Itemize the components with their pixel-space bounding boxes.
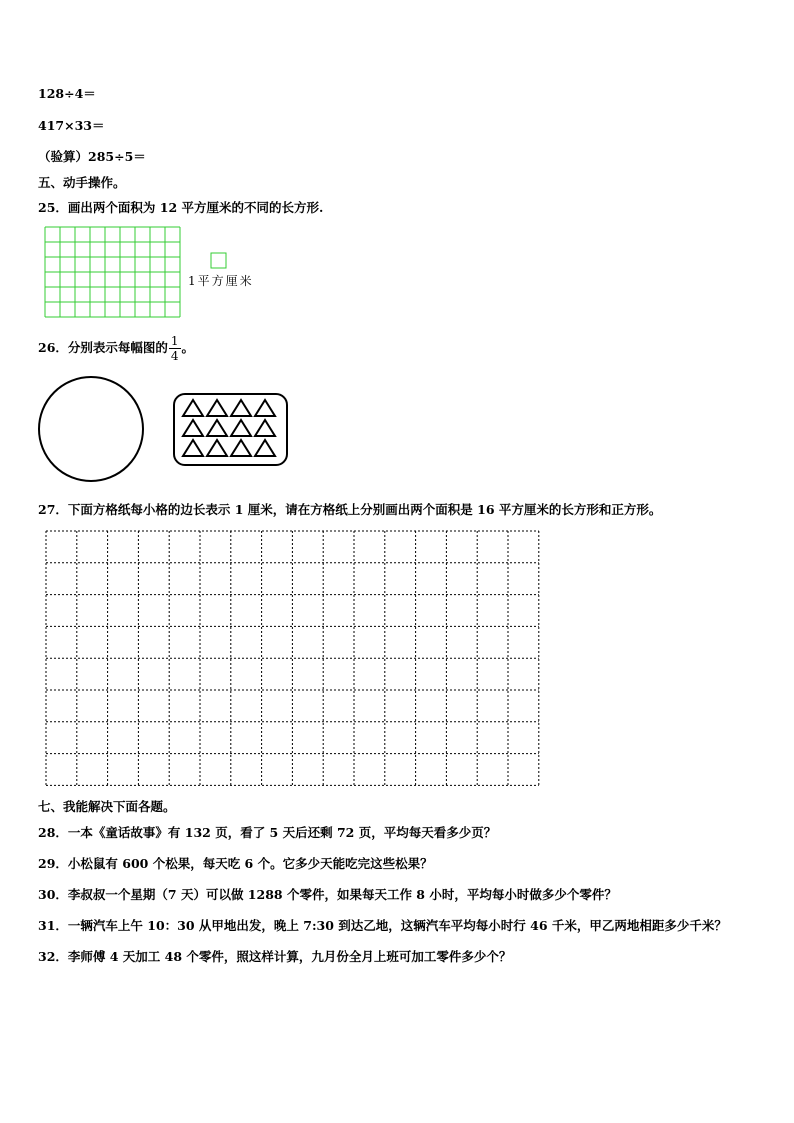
q28-text: 28．一本《童话故事》有 132 页，看了 5 天后还剩 72 页，平均每天看多少页？ (38, 825, 497, 840)
circle-shape (39, 377, 143, 481)
fraction-denominator: 4 (170, 349, 179, 363)
triangle-shape (231, 440, 251, 456)
triangle-shape (207, 400, 227, 416)
triangle-shape (183, 420, 203, 436)
q29-text: 29．小松鼠有 600 个松果，每天吃 6 个。它多少天能吃完这些松果？ (38, 856, 433, 871)
triangle-shape (183, 440, 203, 456)
q26-fraction (169, 334, 181, 363)
unit-square-icon (210, 252, 227, 269)
q31-text: 31．一辆汽车上午 10：30 从甲地出发，晚上 7:30 到达乙地，这辆汽车平均每小时行 46 千米，甲乙两地相距多少千米？ (38, 918, 727, 933)
calc-line-2: 417×33＝ (38, 118, 105, 133)
triangle-shape (255, 400, 275, 416)
q26-triangle-figure[interactable] (172, 392, 290, 468)
unit-square-label: 1平方厘米 (188, 274, 254, 288)
q27-text: 27．下面方格纸每小格的边长表示 1 厘米，请在方格纸上分别画出两个面积是 16 平方厘米的长方形和正方形。 (38, 502, 662, 517)
fraction-numerator: 1 (170, 334, 179, 348)
section7-title: 七、我能解决下面各题。 (38, 799, 176, 814)
q27-grid[interactable] (45, 530, 541, 788)
q26-text-before: 26．分别表示每幅图的 (38, 340, 168, 355)
q32-text: 32．李师傅 4 天加工 48 个零件，照这样计算，九月份全月上班可加工零件多少个？ (38, 949, 512, 964)
triangle-shape (207, 440, 227, 456)
section5-title: 五、动手操作。 (38, 175, 126, 190)
q25-grid[interactable] (44, 226, 184, 319)
triangle-shape (183, 400, 203, 416)
triangle-shape (255, 420, 275, 436)
q26-text-after: 。 (181, 340, 195, 355)
triangle-shape (207, 420, 227, 436)
q26-text (38, 330, 194, 366)
triangle-shape (231, 420, 251, 436)
triangle-shape (255, 440, 275, 456)
calc-line-1: 128÷4＝ (38, 86, 96, 101)
q25-text: 25．画出两个面积为 12 平方厘米的不同的长方形. (38, 200, 324, 215)
q26-circle-figure[interactable] (36, 374, 148, 484)
q30-text: 30．李叔叔一个星期（7 天）可以做 1288 个零件，如果每天工作 8 小时，平均每小时做多少个零件？ (38, 887, 617, 902)
calc-line-3: （验算）285÷5＝ (38, 149, 146, 164)
triangle-shape (231, 400, 251, 416)
